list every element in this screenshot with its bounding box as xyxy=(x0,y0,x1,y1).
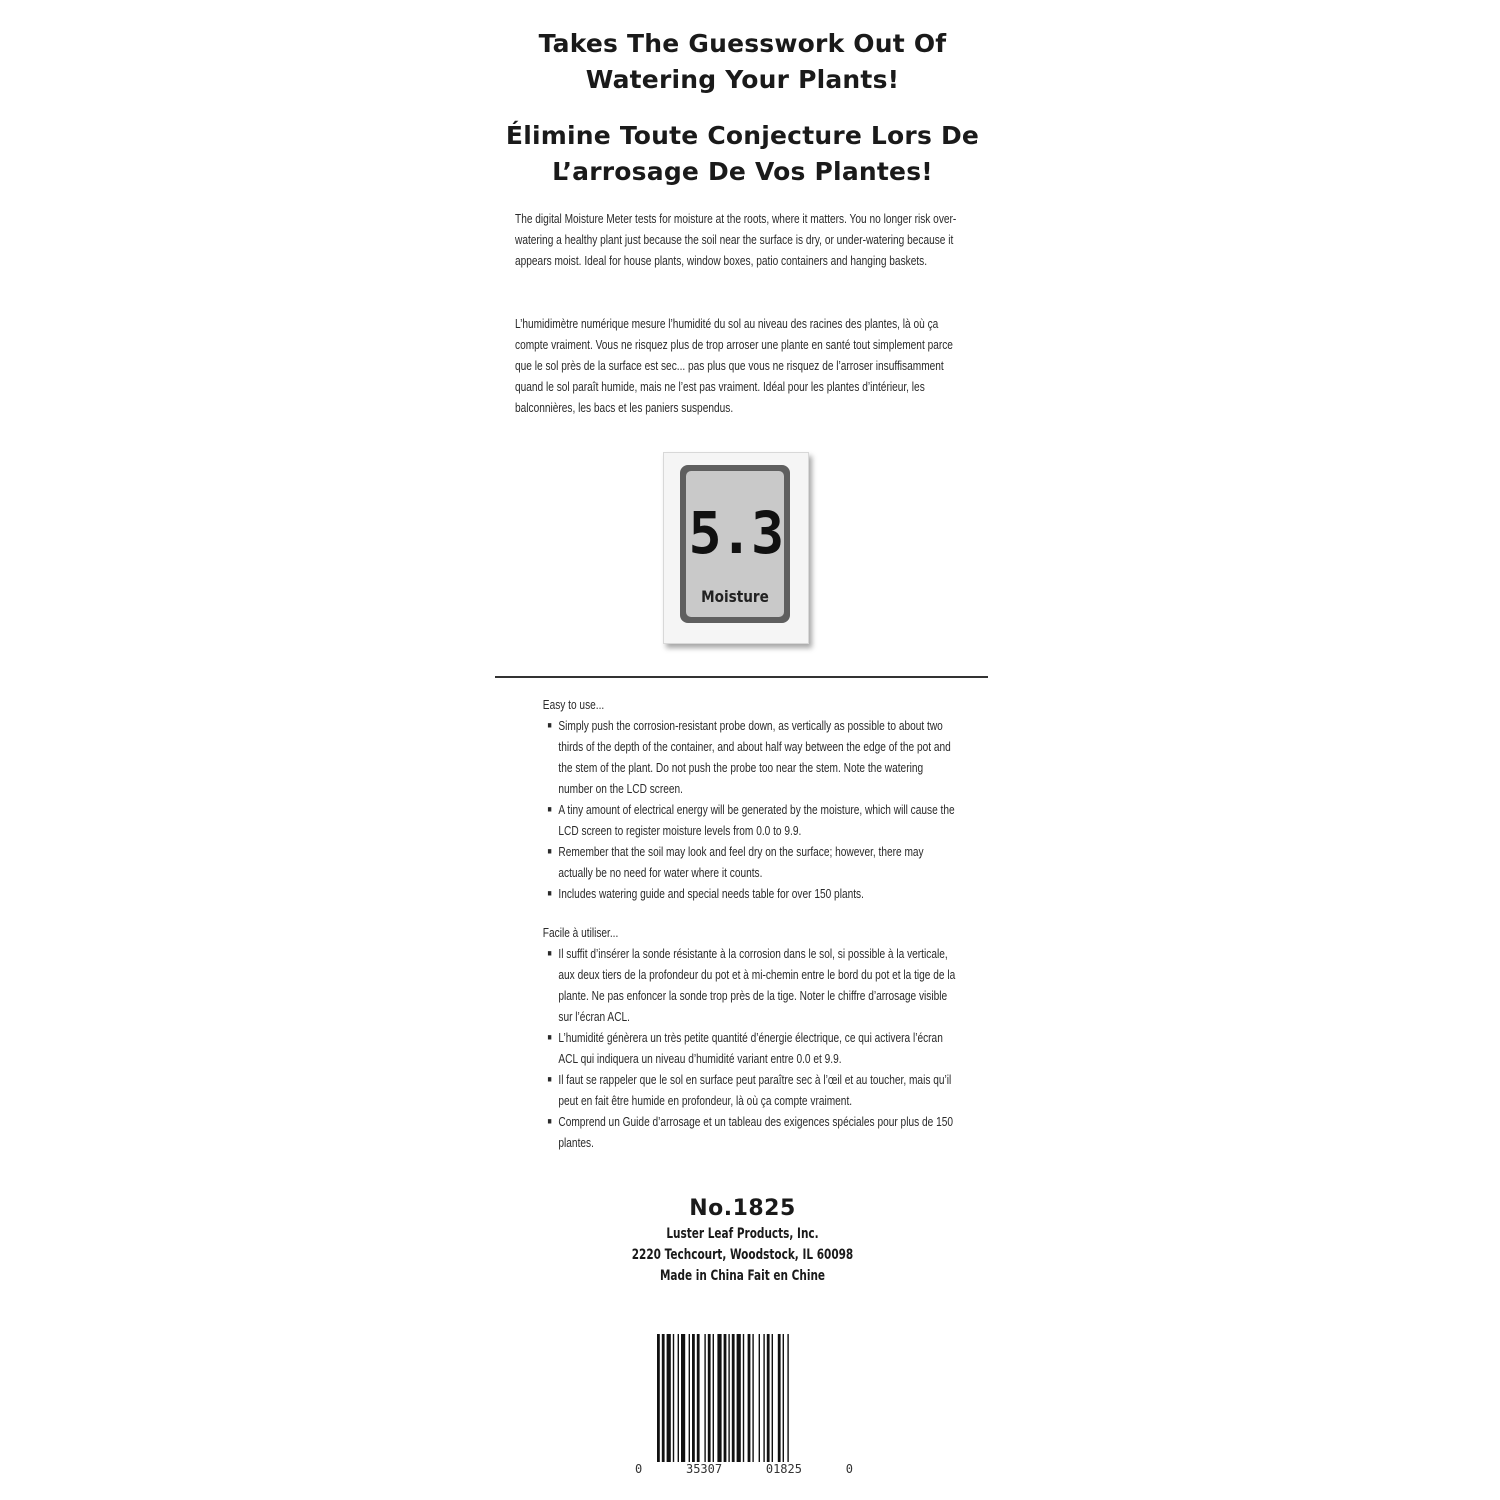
instructions-fr-intro: Facile à utiliser... xyxy=(542,925,619,940)
barcode-bar xyxy=(681,1334,685,1462)
barcode-bar xyxy=(717,1334,721,1462)
barcode-bar xyxy=(673,1334,674,1462)
barcode-bar xyxy=(748,1334,751,1462)
barcode-bar xyxy=(752,1334,753,1462)
instructions-fr-list xyxy=(535,943,956,1153)
barcode-bar xyxy=(772,1334,773,1462)
barcode-bar xyxy=(737,1334,741,1462)
description-fr: L’humidimètre numérique mesure l’humidité du sol au niveau des racines des plantes, là où ça compte vraiment. Vous ne risquez plus de trop arroser une plante en santé tout simplement parce que le sol près de la surface est sec... pas plus que vous ne risquez de l’arroser insuffisamment quand le sol paraît humide, mais ne l’est pas vraiment. Idéal pour les plantes d’intérieur, les balconnières, les bacs et les paniers suspendus. xyxy=(515,316,953,415)
barcode-bar xyxy=(713,1334,714,1462)
company-name: Luster Leaf Products, Inc. xyxy=(666,1226,819,1242)
package-card xyxy=(495,0,990,1500)
instructions-en-intro: Easy to use... xyxy=(542,697,605,712)
barcode-bar xyxy=(759,1334,760,1462)
barcode-bar xyxy=(743,1334,744,1462)
barcode-bar xyxy=(783,1334,784,1462)
headline-en-line-2: Watering Your Plants! xyxy=(585,65,900,94)
list-item: ■ Simply push the corrosion-resistant probe down, as vertically as possible to about two thirds of the depth of the container, and about half way between the edge of the pot and the stem of the plant. Do not push the probe too near the stem. Note the watering number on the LCD screen. xyxy=(549,715,956,799)
barcode xyxy=(655,1334,830,1462)
barcode-bar xyxy=(778,1334,781,1462)
description-en: The digital Moisture Meter tests for moisture at the roots, where it matters. You no longer risk over-watering a healthy plant just because the soil near the surface is dry, or under-watering because it appears moist. Ideal for house plants, window boxes, patio containers and hanging baskets. xyxy=(515,211,957,268)
list-item: ■ Comprend un Guide d’arrosage et un tableau des exigences spéciales pour plus de 150 plantes. xyxy=(549,1111,956,1153)
lcd-screen xyxy=(686,471,784,617)
barcode-digit-group: 01825 xyxy=(765,1462,802,1476)
headline-en xyxy=(495,26,990,98)
barcode-bar xyxy=(763,1334,764,1462)
headline-fr-line-1: Élimine Toute Conjecture Lors De xyxy=(505,121,980,150)
country-of-origin: Made in China Fait en Chine xyxy=(659,1268,826,1284)
barcode-bar xyxy=(692,1334,695,1462)
barcode-bar xyxy=(697,1334,700,1462)
lcd-bezel xyxy=(680,465,790,623)
barcode-bar xyxy=(708,1334,711,1462)
barcode-bar xyxy=(787,1334,788,1462)
barcode-digit-group: 35307 xyxy=(685,1462,723,1476)
barcode-bar xyxy=(678,1334,679,1462)
instructions-en-list xyxy=(535,715,956,904)
barcode-bar xyxy=(662,1334,665,1462)
divider xyxy=(495,676,988,678)
barcode-bar xyxy=(704,1334,705,1462)
list-item: ■ L’humidité génèrera un très petite quantité d’énergie électrique, ce qui activera l’écran ACL qui indiquera un niveau d’humidité variant entre 0.0 et 9.9. xyxy=(549,1027,956,1069)
list-item: ■ A tiny amount of electrical energy will be generated by the moisture, which will cause the LCD screen to register moisture levels from 0.0 to 9.9. xyxy=(549,799,956,841)
lcd-reading: 5.3 xyxy=(688,499,783,567)
barcode-bar xyxy=(689,1334,690,1462)
model-number: No.1825 xyxy=(689,1196,796,1221)
barcode-bar xyxy=(732,1334,735,1462)
barcode-digit-group: 0 xyxy=(845,1462,853,1476)
barcode-digits xyxy=(635,1462,853,1476)
list-item: ■ Includes watering guide and special needs table for over 150 plants. xyxy=(549,883,956,904)
barcode-bar xyxy=(728,1334,729,1462)
company-address: 2220 Techcourt, Woodstock, IL 60098 xyxy=(631,1247,854,1263)
manufacturer-info xyxy=(557,1224,928,1287)
list-item: ■ Il faut se rappeler que le sol en surface peut paraître sec à l’œil et au toucher, mais qu’il peut en fait être humide en profondeur, là où ça compte vraiment. xyxy=(549,1069,956,1111)
barcode-bar xyxy=(724,1334,727,1462)
headline-fr xyxy=(495,118,990,190)
headline-fr-line-2: L’arrosage De Vos Plantes! xyxy=(552,157,933,186)
barcode-bar xyxy=(767,1334,770,1462)
instructions-en xyxy=(535,694,956,904)
instructions-fr xyxy=(535,922,956,1153)
list-item: ■ Remember that the soil may look and feel dry on the surface; however, there may actually be no need for water where it counts. xyxy=(549,841,956,883)
list-item: ■ Il suffit d’insérer la sonde résistante à la corrosion dans le sol, si possible à la verticale, aux deux tiers de la profondeur du pot et à mi-chemin entre le bord du pot et la tige de la plante. Ne pas enfoncer la sonde trop près de la tige. Noter le chiffre d’arrosage visible sur l’écran ACL. xyxy=(549,943,956,1027)
barcode-bar xyxy=(657,1334,660,1462)
barcode-digit-group: 0 xyxy=(635,1462,643,1476)
moisture-meter-display xyxy=(663,452,809,644)
lcd-label: Moisture xyxy=(701,587,769,606)
barcode-bar xyxy=(667,1334,671,1462)
headline-en-line-1: Takes The Guesswork Out Of xyxy=(538,29,947,58)
